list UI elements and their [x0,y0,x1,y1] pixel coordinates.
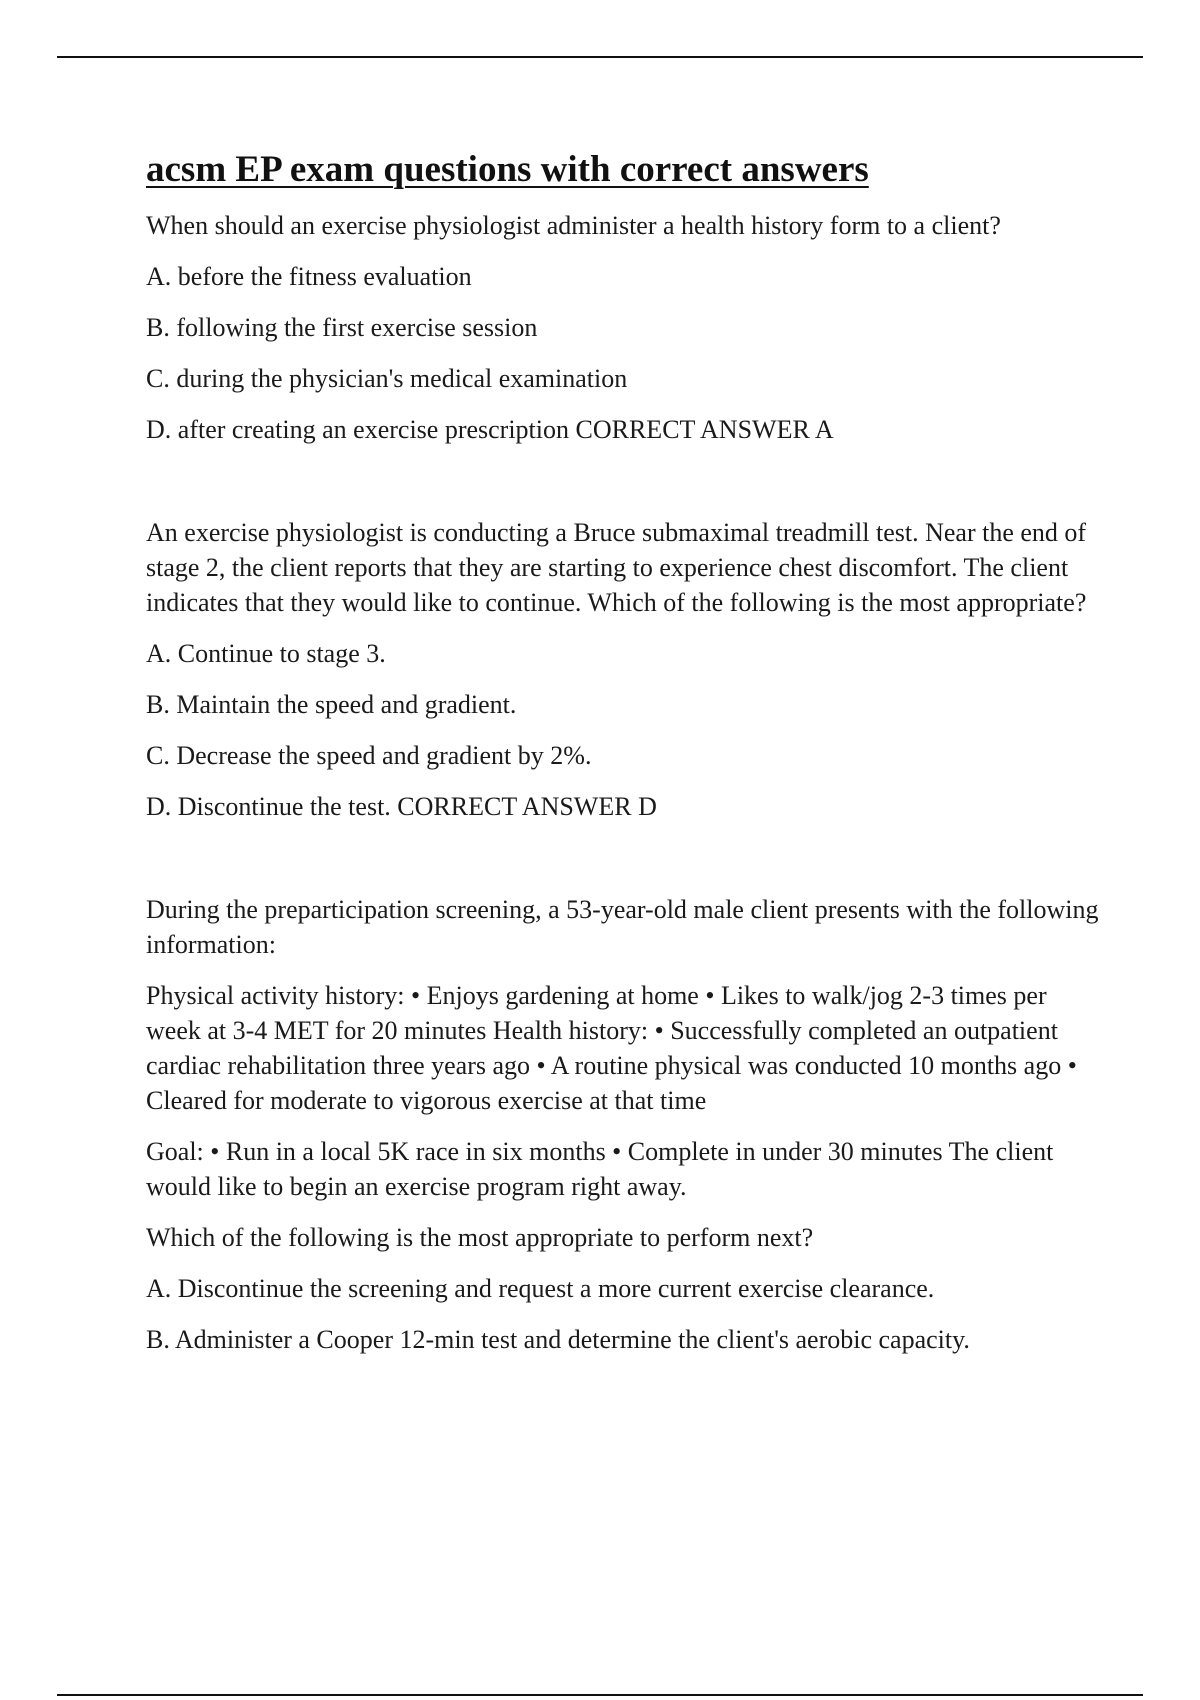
question-2-option-d: D. Discontinue the test. CORRECT ANSWER D [146,792,657,821]
question-1-option-b: B. following the first exercise session [146,313,538,342]
question-3-stem-intro: During the preparticipation screening, a 53-year-old male client presents with the following information: [146,895,1099,959]
question-1-option-a: A. before the fitness evaluation [146,262,472,291]
question-3-option-a: A. Discontinue the screening and request a more current exercise clearance. [146,1274,935,1303]
question-2-option-a: A. Continue to stage 3. [146,639,386,668]
question-3-goal: Goal: • Run in a local 5K race in six months • Complete in under 30 minutes The client would like to begin an exercise program right away. [146,1137,1054,1201]
question-2-option-c: C. Decrease the speed and gradient by 2%. [146,741,592,770]
question-1 [146,208,1106,447]
question-3 [146,892,1106,1357]
question-1-stem: When should an exercise physiologist administer a health history form to a client? [146,211,1001,240]
question-2 [146,515,1106,824]
question-3-activity-history: Physical activity history: • Enjoys gardening at home • Likes to walk/jog 2-3 times per week at 3-4 MET for 20 minutes Health history: • Successfully completed an outpatient cardiac rehabilitation three years ago • A routine physical was conducted 10 months ago • Cleared for moderate to vigorous exercise at that time [146,981,1077,1115]
question-3-options [146,1271,1106,1357]
header-rule [57,56,1143,58]
question-3-option-b: B. Administer a Cooper 12-min test and determine the client's aerobic capacity. [146,1325,970,1354]
question-1-options [146,259,1106,447]
question-2-option-b: B. Maintain the speed and gradient. [146,690,517,719]
document-title: acsm EP exam questions with correct answers [146,149,869,190]
question-2-options [146,636,1106,824]
question-3-prompt: Which of the following is the most appropriate to perform next? [146,1223,814,1252]
question-1-option-d: D. after creating an exercise prescription CORRECT ANSWER A [146,415,834,444]
footer-rule [57,1694,1143,1696]
question-2-stem: An exercise physiologist is conducting a Bruce submaximal treadmill test. Near the end of stage 2, the client reports that they are starting to experience chest discomfort. The client indicates that they would like to continue. Which of the following is the most appropriate? [146,518,1087,617]
document-body [146,146,1106,1357]
question-1-option-c: C. during the physician's medical examination [146,364,628,393]
